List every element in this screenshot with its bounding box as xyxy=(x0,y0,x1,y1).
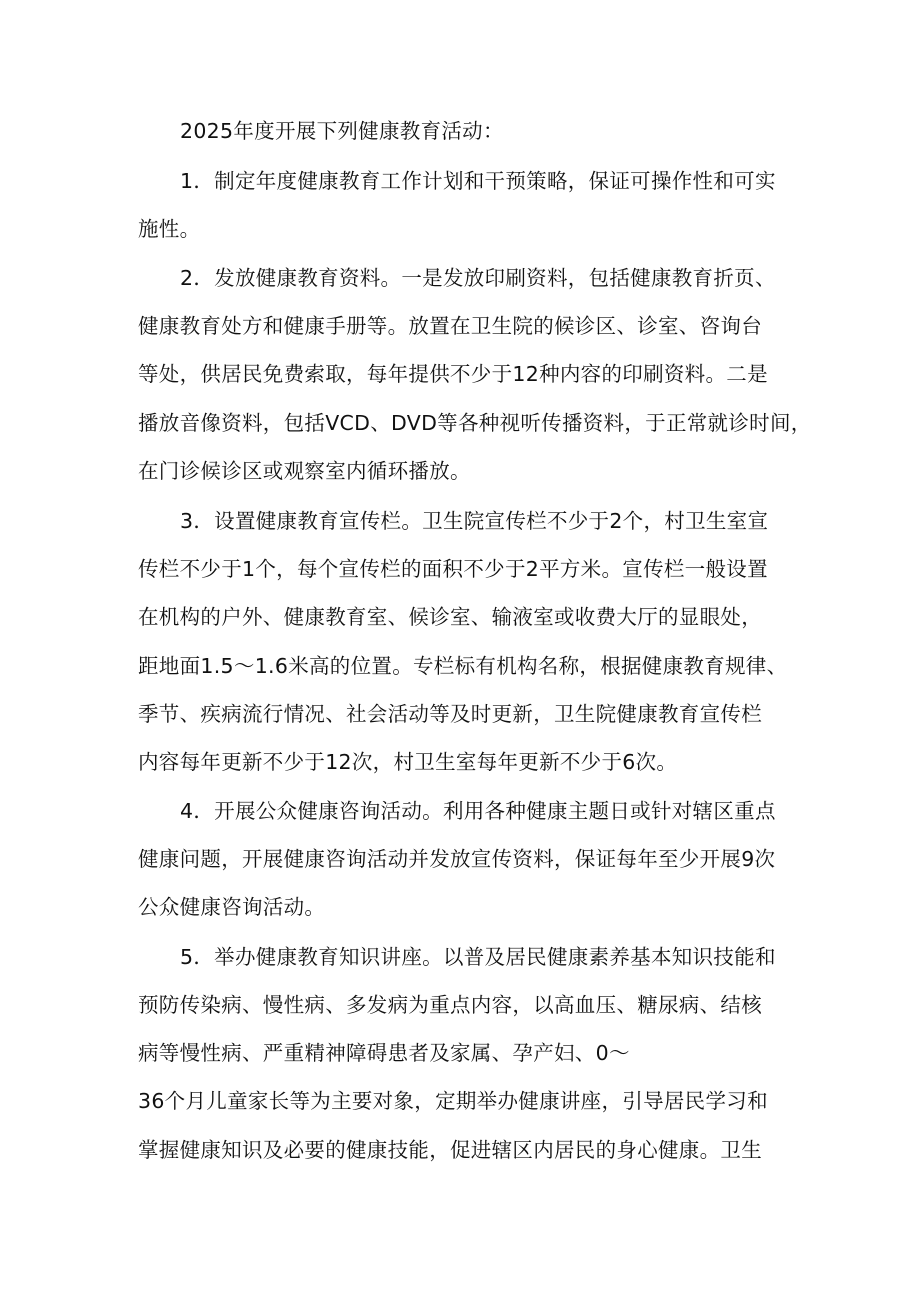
item-5-line-1: 5．举办健康教育知识讲座。以普及居民健康素养基本知识技能和 xyxy=(180,945,776,969)
item-2-line-4: 播放音像资料，包括VCD、DVD等各种视听传播资料，于正常就诊时间， xyxy=(138,411,812,435)
item-3-line-1: 3．设置健康教育宣传栏。卫生院宣传栏不少于2个，村卫生室宣 xyxy=(180,509,769,533)
item-2-line-2: 健康教育处方和健康手册等。放置在卫生院的候诊区、诊室、咨询台 xyxy=(138,314,762,338)
item-1-line-2: 施性。 xyxy=(138,217,201,241)
item-3-line-5: 季节、疾病流行情况、社会活动等及时更新，卫生院健康教育宣传栏 xyxy=(138,702,762,726)
item-5-line-4: 36个月儿童家长等为主要对象，定期举办健康讲座，引导居民学习和 xyxy=(138,1089,768,1113)
item-4-line-2: 健康问题，开展健康咨询活动并发放宣传资料，保证每年至少开展9次 xyxy=(138,847,776,871)
item-3-line-6: 内容每年更新不少于12次，村卫生室每年更新不少于6次。 xyxy=(138,750,678,774)
item-5-line-3: 病等慢性病、严重精神障碍患者及家属、孕产妇、0～ xyxy=(138,1041,630,1065)
intro-line: 2025年度开展下列健康教育活动： xyxy=(180,119,504,143)
item-2-line-1: 2．发放健康教育资料。一是发放印刷资料，包括健康教育折页、 xyxy=(180,266,776,290)
item-4-line-1: 4．开展公众健康咨询活动。利用各种健康主题日或针对辖区重点 xyxy=(180,799,776,823)
item-1-line-1: 1．制定年度健康教育工作计划和干预策略，保证可操作性和可实 xyxy=(180,169,776,193)
item-3-line-4: 距地面1.5～1.6米高的位置。专栏标有机构名称，根据健康教育规律、 xyxy=(138,654,788,678)
item-3-line-3: 在机构的户外、健康教育室、候诊室、输液室或收费大厅的显眼处， xyxy=(138,605,762,629)
item-5-line-5: 掌握健康知识及必要的健康技能，促进辖区内居民的身心健康。卫生 xyxy=(138,1138,762,1162)
item-2-line-5: 在门诊候诊区或观察室内循环播放。 xyxy=(138,459,471,483)
item-3-line-2: 传栏不少于1个，每个宣传栏的面积不少于2平方米。宣传栏一般设置 xyxy=(138,557,768,581)
item-4-line-3: 公众健康咨询活动。 xyxy=(138,895,326,919)
item-5-line-2: 预防传染病、慢性病、多发病为重点内容，以高血压、糖尿病、结核 xyxy=(138,993,762,1017)
item-2-line-3: 等处，供居民免费索取，每年提供不少于12种内容的印刷资料。二是 xyxy=(138,362,768,386)
